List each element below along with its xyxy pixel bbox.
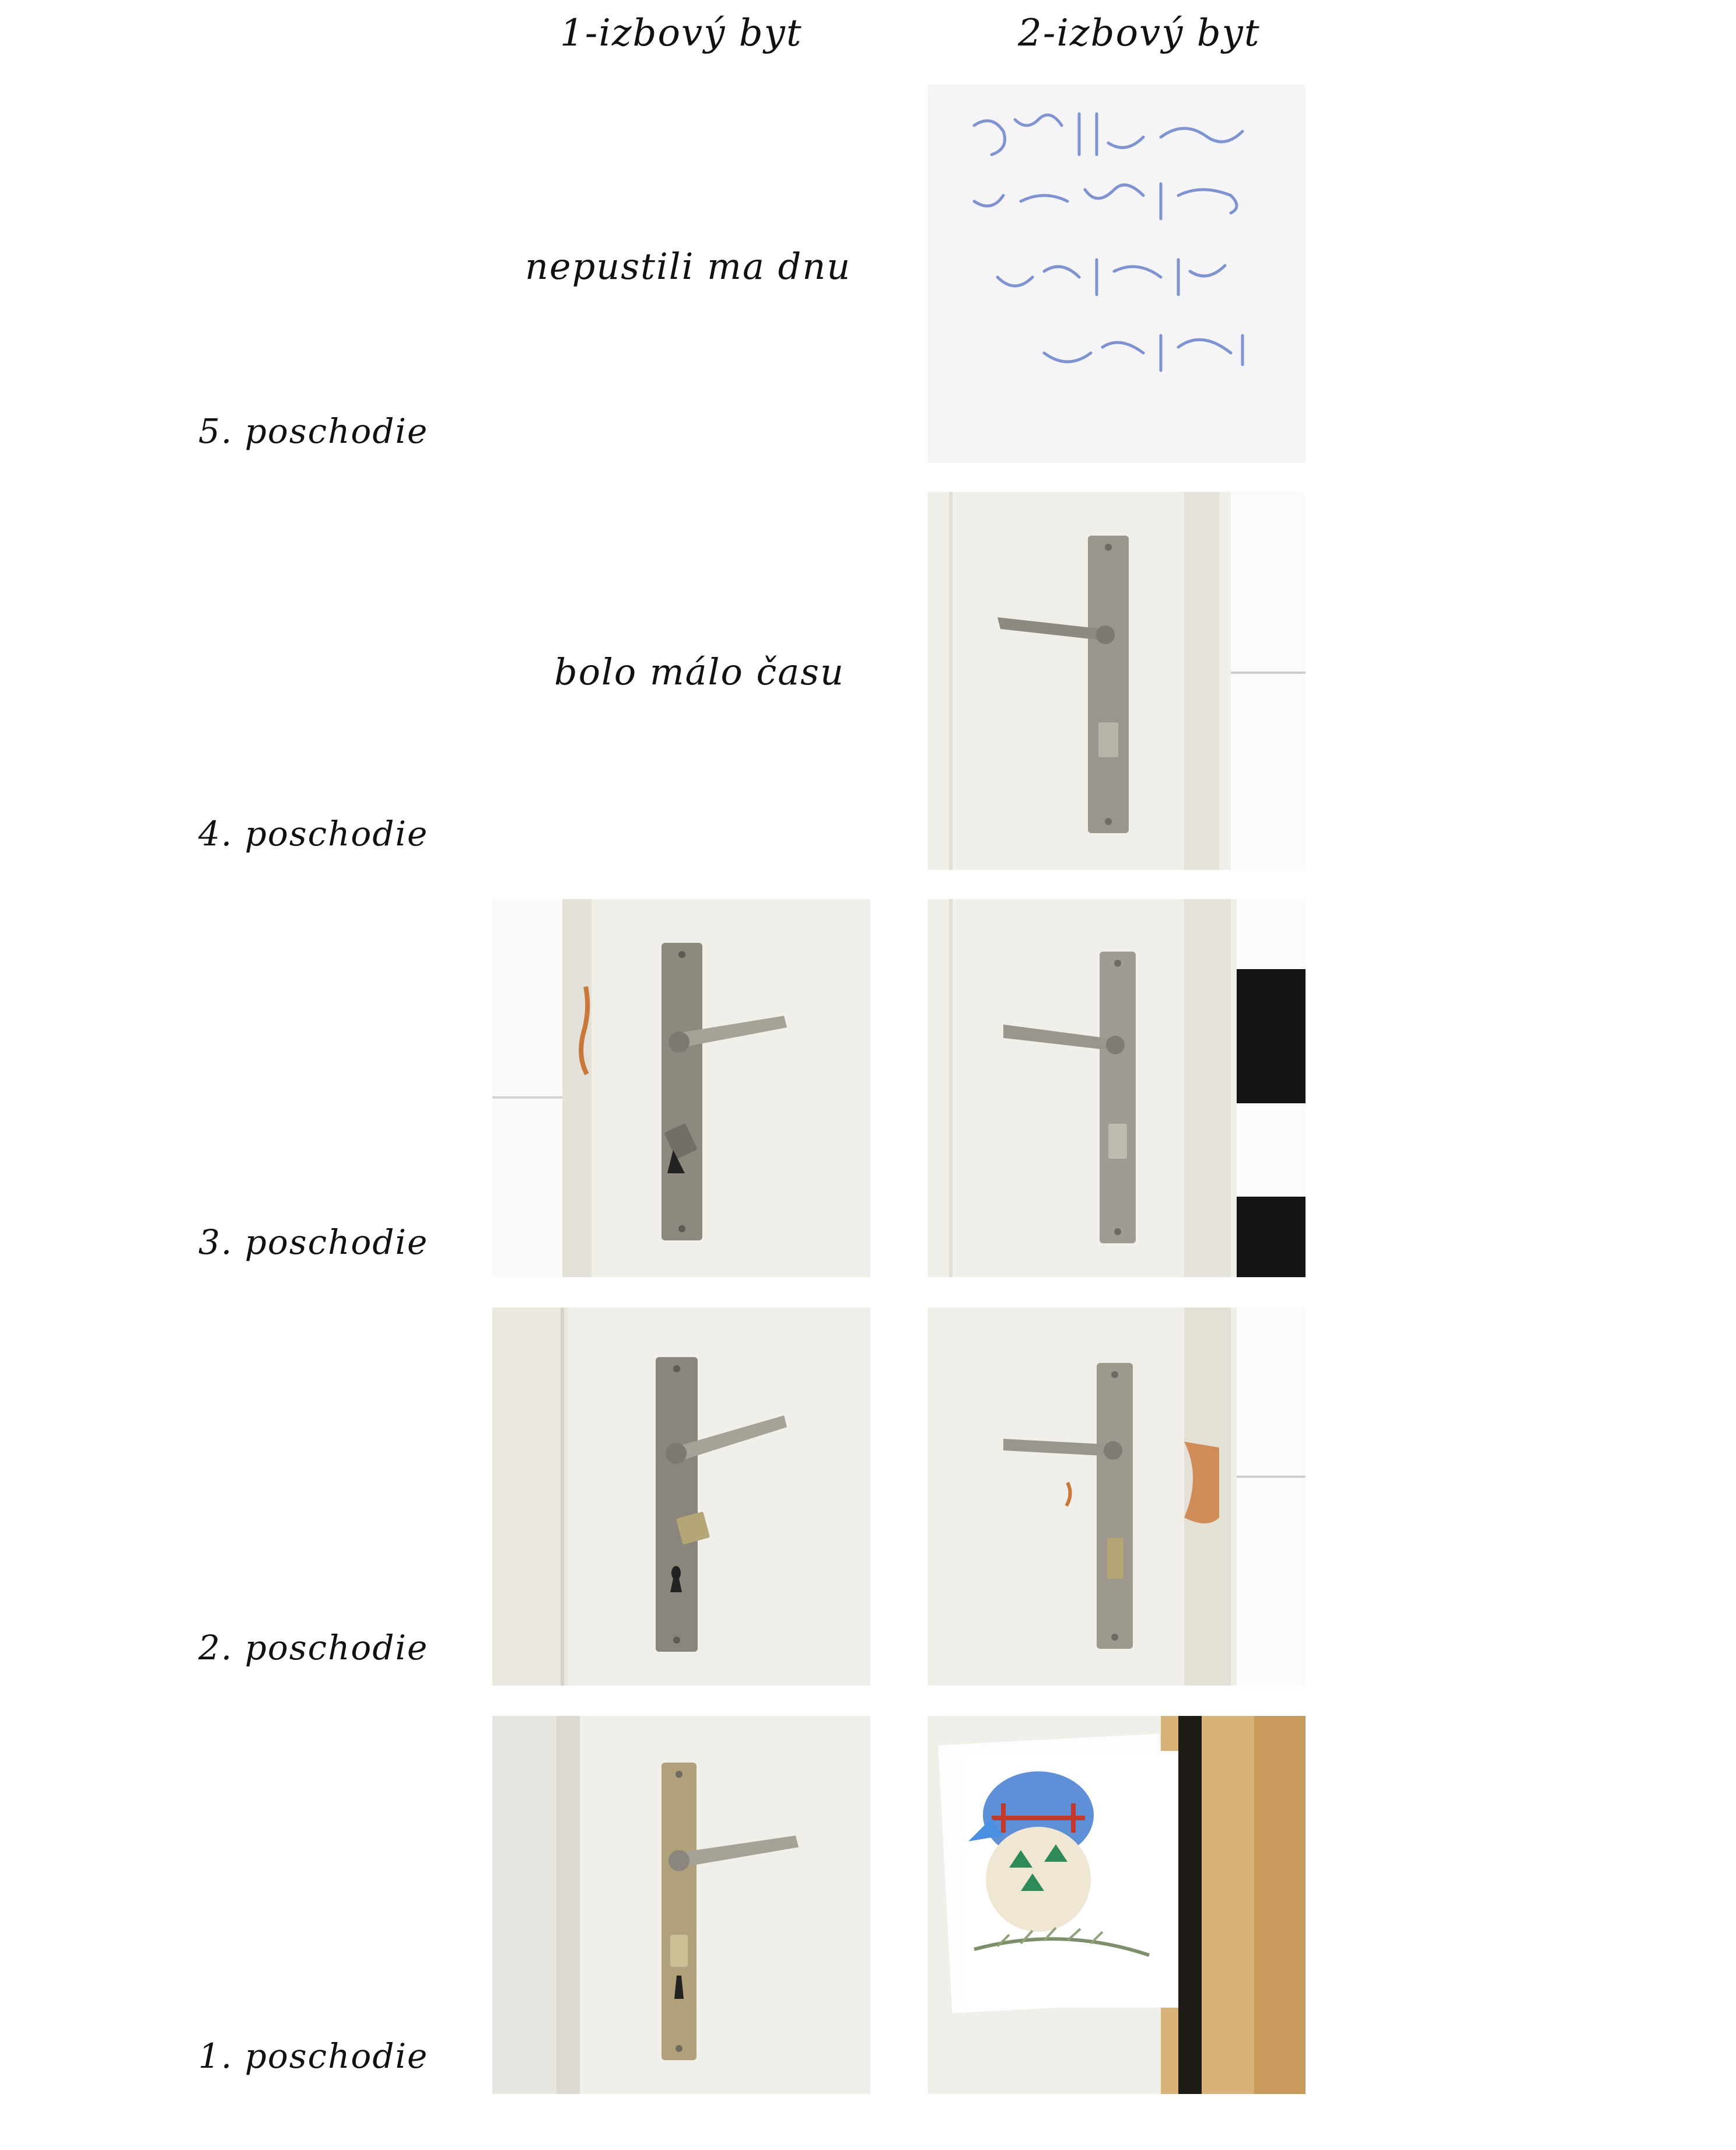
photo-floor1-2room-postcard [928,1716,1306,2094]
photo-floor2-2room-handle [928,1308,1306,1686]
floor-label-1: 1. poschodie [198,2036,429,2076]
photo-floor5-2room-whiteboard [928,85,1306,463]
floor-label-3: 3. poschodie [198,1222,429,1262]
photo-floor1-1room-handle [492,1716,870,2094]
floor-label-2: 2. poschodie [198,1628,429,1667]
floor-label-4: 4. poschodie [198,814,429,854]
photo-floor3-1room-handle [492,899,870,1277]
column-header-2-room: 2-izbový byt [1018,12,1261,55]
note-floor5-1room: nepustili ma dnu [525,245,852,288]
photo-floor2-1room-handle [492,1308,870,1686]
column-header-1-room: 1-izbový byt [560,12,803,55]
note-floor4-1room: bolo málo času [554,651,845,693]
floor-label-5: 5. poschodie [198,411,429,451]
photo-floor4-2room-handle [928,492,1306,870]
photo-floor3-2room-handle [928,899,1306,1277]
